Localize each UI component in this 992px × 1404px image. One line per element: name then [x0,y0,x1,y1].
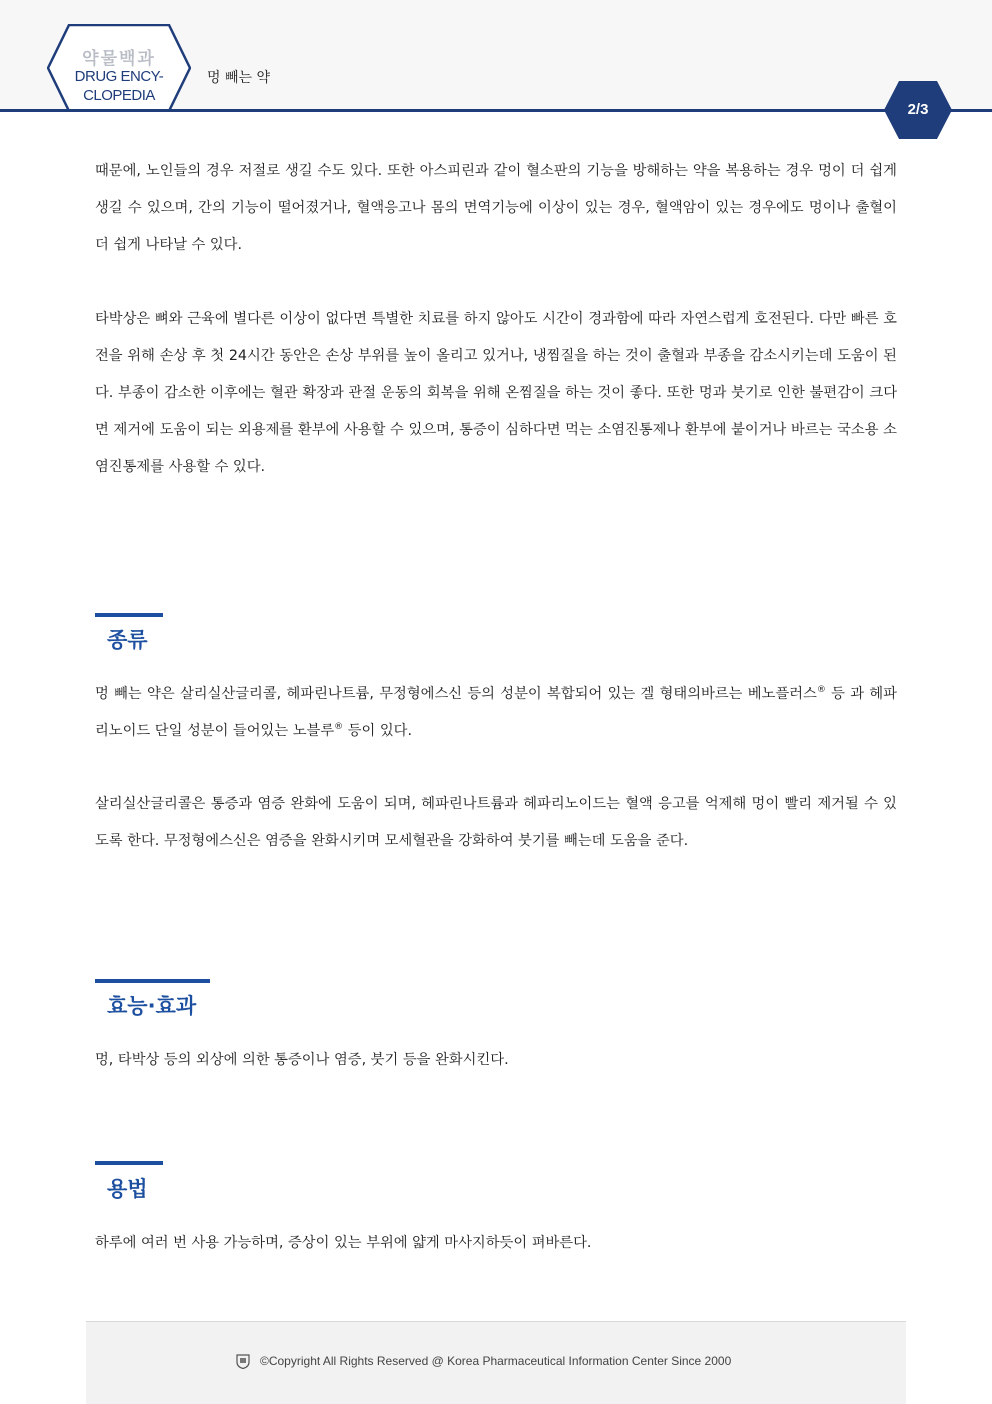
logo-english-line2: CLOPEDIA [83,87,155,104]
logo-korean-text: 약물백과 [82,49,156,68]
document-title: 멍 빼는 약 [207,70,270,86]
efficacy-section-bar [95,979,210,983]
shield-emblem-icon [236,1354,250,1369]
registered-mark: ® [816,685,826,696]
intro-paragraph-1: 때문에, 노인들의 경우 저절로 생길 수도 있다. 또한 아스피린과 같이 혈소판의 기능을 방해하는 약을 복용하는 경우 멍이 더 쉽게 생길 수 있으며, 간의 기능이 떨어졌거나, 혈액응고나 몸의 면역기능에 이상이 있는 경우, 혈액암이 있는 경우에도 멍이나 출혈이 더 쉽게 나타날 수 있다. [95,163,897,253]
types-section-bar [95,613,163,617]
types-p1-part3: 등이 있다. [343,723,413,739]
usage-text: 하루에 여러 번 사용 가능하며, 증상이 있는 부위에 얇게 마사지하듯이 펴바른다. [95,1235,592,1251]
page-indicator: 2/3 [907,101,929,118]
types-paragraph-2: 살리실산글리콜은 통증과 염증 완화에 도움이 되며, 헤파린나트륨과 헤파리노이드는 혈액 응고를 억제해 멍이 빨리 제거될 수 있도록 한다. 무정형에스신은 염증을 완화시키며 모세혈관을 강화하여 붓기를 빼는데 도움을 준다. [95,796,897,849]
intro-paragraph-2: 타박상은 뼈와 근육에 별다른 이상이 없다면 특별한 치료를 하지 않아도 시간이 경과함에 따라 자연스럽게 호전된다. 다만 빠른 호전을 위해 손상 후 첫 24시간 동안은 손상 부위를 높이 올리고 있거나, 냉찜질을 하는 것이 출혈과 부종을 감소시키는데 도움이 된다. 부종이 감소한 이후에는 혈관 확장과 관절 운동의 회복을 위해 온찜질을 하는 것이 좋다. 또한 멍과 붓기로 인한 불편감이 크다면 제거에 도움이 되는 외용제를 환부에 사용할 수 있으며, 통증이 심하다면 먹는 소염진통제나 환부에 붙이거나 바르는 국소용 소염진통제를 사용할 수 있다. [95,311,897,475]
footer-copyright: ©Copyright All Rights Reserved @ Korea Pharmaceutical Information Center Since 2000 [260,1354,732,1368]
registered-mark: ® [334,722,344,733]
usage-section-bar [95,1161,163,1165]
efficacy-text: 멍, 타박상 등의 외상에 의한 통증이나 염증, 붓기 등을 완화시킨다. [95,1052,509,1068]
types-p1-part2: 등 과 헤파리노이드 단일 성분이 들어있는 노블루 [95,686,897,739]
usage-section-title: 용법 [107,1177,148,1201]
efficacy-section-title: 효능·효과 [107,994,197,1018]
header-divider [0,109,992,112]
types-paragraph-1 [95,676,897,750]
types-p1-part1: 멍 빼는 약은 살리실산글리콜, 헤파린나트륨, 무정형에스신 등의 성분이 복합되어 있는 겔 형태의바르는 베노플러스 [95,686,817,702]
logo-english-line1: DRUG ENCY- [74,68,164,85]
types-section-title: 종류 [107,628,148,652]
